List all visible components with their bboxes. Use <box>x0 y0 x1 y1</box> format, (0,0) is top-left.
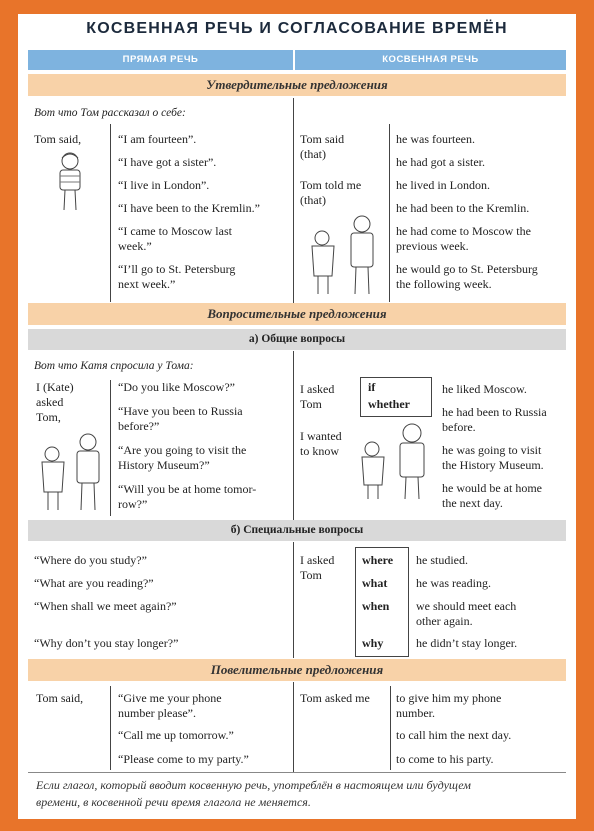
indirect-line: the following week. <box>396 277 492 291</box>
footer-line: времени, в косвенной речи время глагола не меняется. <box>36 795 311 809</box>
direct-command: “Please come to my party.” <box>118 752 249 766</box>
indirect-special: other again. <box>416 614 473 628</box>
indirect-line: he had been to the Kremlin. <box>396 201 530 215</box>
special-left: I asked <box>300 553 335 567</box>
direct-question: “Why don’t you stay longer?” <box>34 636 179 650</box>
direct-line: “I have been to the Kremlin.” <box>118 201 260 215</box>
connector-if: if <box>368 380 376 394</box>
indirect-special: he was reading. <box>416 576 491 590</box>
general-questions-heading: а) Общие вопросы <box>28 329 566 350</box>
direct-question: row?” <box>118 497 148 511</box>
affirmative-intro: Вот что Том рассказал о себе: <box>34 107 186 119</box>
direct-question: “Do you like Moscow?” <box>118 380 235 394</box>
grammar-card <box>18 14 576 819</box>
divider <box>293 98 294 312</box>
direct-command: “Give me your phone <box>118 691 222 705</box>
indirect-question: before. <box>442 420 476 434</box>
girl-boy-figure <box>304 214 384 296</box>
direct-question: “Will you be at home tomor- <box>118 482 257 496</box>
indirect-line: he had got a sister. <box>396 155 485 169</box>
direct-line: “I came to Moscow last <box>118 224 232 238</box>
boy-figure <box>52 150 88 212</box>
general-speaker: I (Kate) <box>36 380 74 394</box>
footer-note <box>36 777 566 811</box>
indirect-intro: (that) <box>300 193 326 207</box>
section-interrogative-heading: Вопросительные предложения <box>28 303 566 325</box>
divider <box>293 351 294 521</box>
direct-command: number please”. <box>118 706 196 720</box>
question-word: what <box>362 576 388 590</box>
indirect-line: he was fourteen. <box>396 132 475 146</box>
indirect-special: we should meet each <box>416 599 517 613</box>
direct-question: “Have you been to Russia <box>118 404 243 418</box>
special-left: Tom <box>300 568 322 582</box>
indirect-intro: (that) <box>300 147 326 161</box>
column-header-direct: ПРЯМАЯ РЕЧЬ <box>28 50 293 70</box>
direct-line: “I live in London”. <box>118 178 210 192</box>
direct-line: next week.” <box>118 277 176 291</box>
girl-boy-figure <box>356 419 436 501</box>
general-intro: Вот что Катя спросила у Тома: <box>34 360 194 372</box>
indirect-line: he lived in London. <box>396 178 490 192</box>
special-questions-heading: б) Специальные вопросы <box>28 520 566 541</box>
indirect-intro: Tom told me <box>300 178 362 192</box>
indirect-question: he had been to Russia <box>442 405 547 419</box>
direct-question: History Museum?” <box>118 458 210 472</box>
direct-line: “I am fourteen”. <box>118 132 197 146</box>
general-left: I wanted <box>300 429 342 443</box>
imperative-left: Tom asked me <box>300 691 370 705</box>
direct-question: “When shall we meet again?” <box>34 599 177 613</box>
indirect-special: he didn’t stay longer. <box>416 636 518 650</box>
direct-line: week.” <box>118 239 152 253</box>
affirmative-speaker: Tom said, <box>34 132 82 146</box>
connector-whether: whether <box>368 397 410 411</box>
divider <box>110 380 111 516</box>
question-word: why <box>362 636 384 650</box>
divider <box>390 686 391 770</box>
indirect-line: he had come to Moscow the <box>396 224 531 238</box>
direct-question: “What are you reading?” <box>34 576 154 590</box>
direct-question: “Where do you study?” <box>34 553 147 567</box>
indirect-command: to give him my phone <box>396 691 502 705</box>
footer-line: Если глагол, который вводит косвенную речь, употреблён в настоящем или будущем <box>36 778 471 792</box>
indirect-line: previous week. <box>396 239 469 253</box>
imperative-speaker: Tom said, <box>36 691 84 705</box>
question-word: where <box>362 553 394 567</box>
indirect-special: he studied. <box>416 553 468 567</box>
indirect-question: he was going to visit <box>442 443 542 457</box>
divider <box>110 124 111 302</box>
general-left: I asked <box>300 382 335 396</box>
page-title: КОСВЕННАЯ РЕЧЬ И СОГЛАСОВАНИЕ ВРЕМЁН <box>86 20 508 37</box>
indirect-command: number. <box>396 706 435 720</box>
girl-boy-figure <box>32 432 108 512</box>
indirect-question: the History Museum. <box>442 458 544 472</box>
indirect-question: he would be at home <box>442 481 542 495</box>
general-left: Tom <box>300 397 322 411</box>
footer-divider <box>28 772 566 773</box>
indirect-command: to come to his party. <box>396 752 494 766</box>
direct-command: “Call me up tomorrow.” <box>118 728 234 742</box>
question-word: when <box>362 599 390 613</box>
indirect-command: to call him the next day. <box>396 728 512 742</box>
direct-line: “I have got a sister”. <box>118 155 217 169</box>
direct-question: “Are you going to visit the <box>118 443 247 457</box>
column-header-indirect: КОСВЕННАЯ РЕЧЬ <box>295 50 566 70</box>
indirect-line: he would go to St. Petersburg <box>396 262 538 276</box>
divider <box>293 542 294 658</box>
general-left: to know <box>300 444 339 458</box>
indirect-question: the next day. <box>442 496 503 510</box>
general-speaker: Tom, <box>36 410 61 424</box>
direct-line: “I’ll go to St. Petersburg <box>118 262 236 276</box>
general-speaker: asked <box>36 395 64 409</box>
section-affirmative-heading: Утвердительные предложения <box>28 74 566 96</box>
divider <box>110 686 111 770</box>
section-imperative-heading: Повелительные предложения <box>28 659 566 681</box>
divider <box>293 682 294 772</box>
direct-question: before?” <box>118 419 160 433</box>
indirect-question: he liked Moscow. <box>442 382 527 396</box>
indirect-intro: Tom said <box>300 132 345 146</box>
divider <box>389 124 390 302</box>
